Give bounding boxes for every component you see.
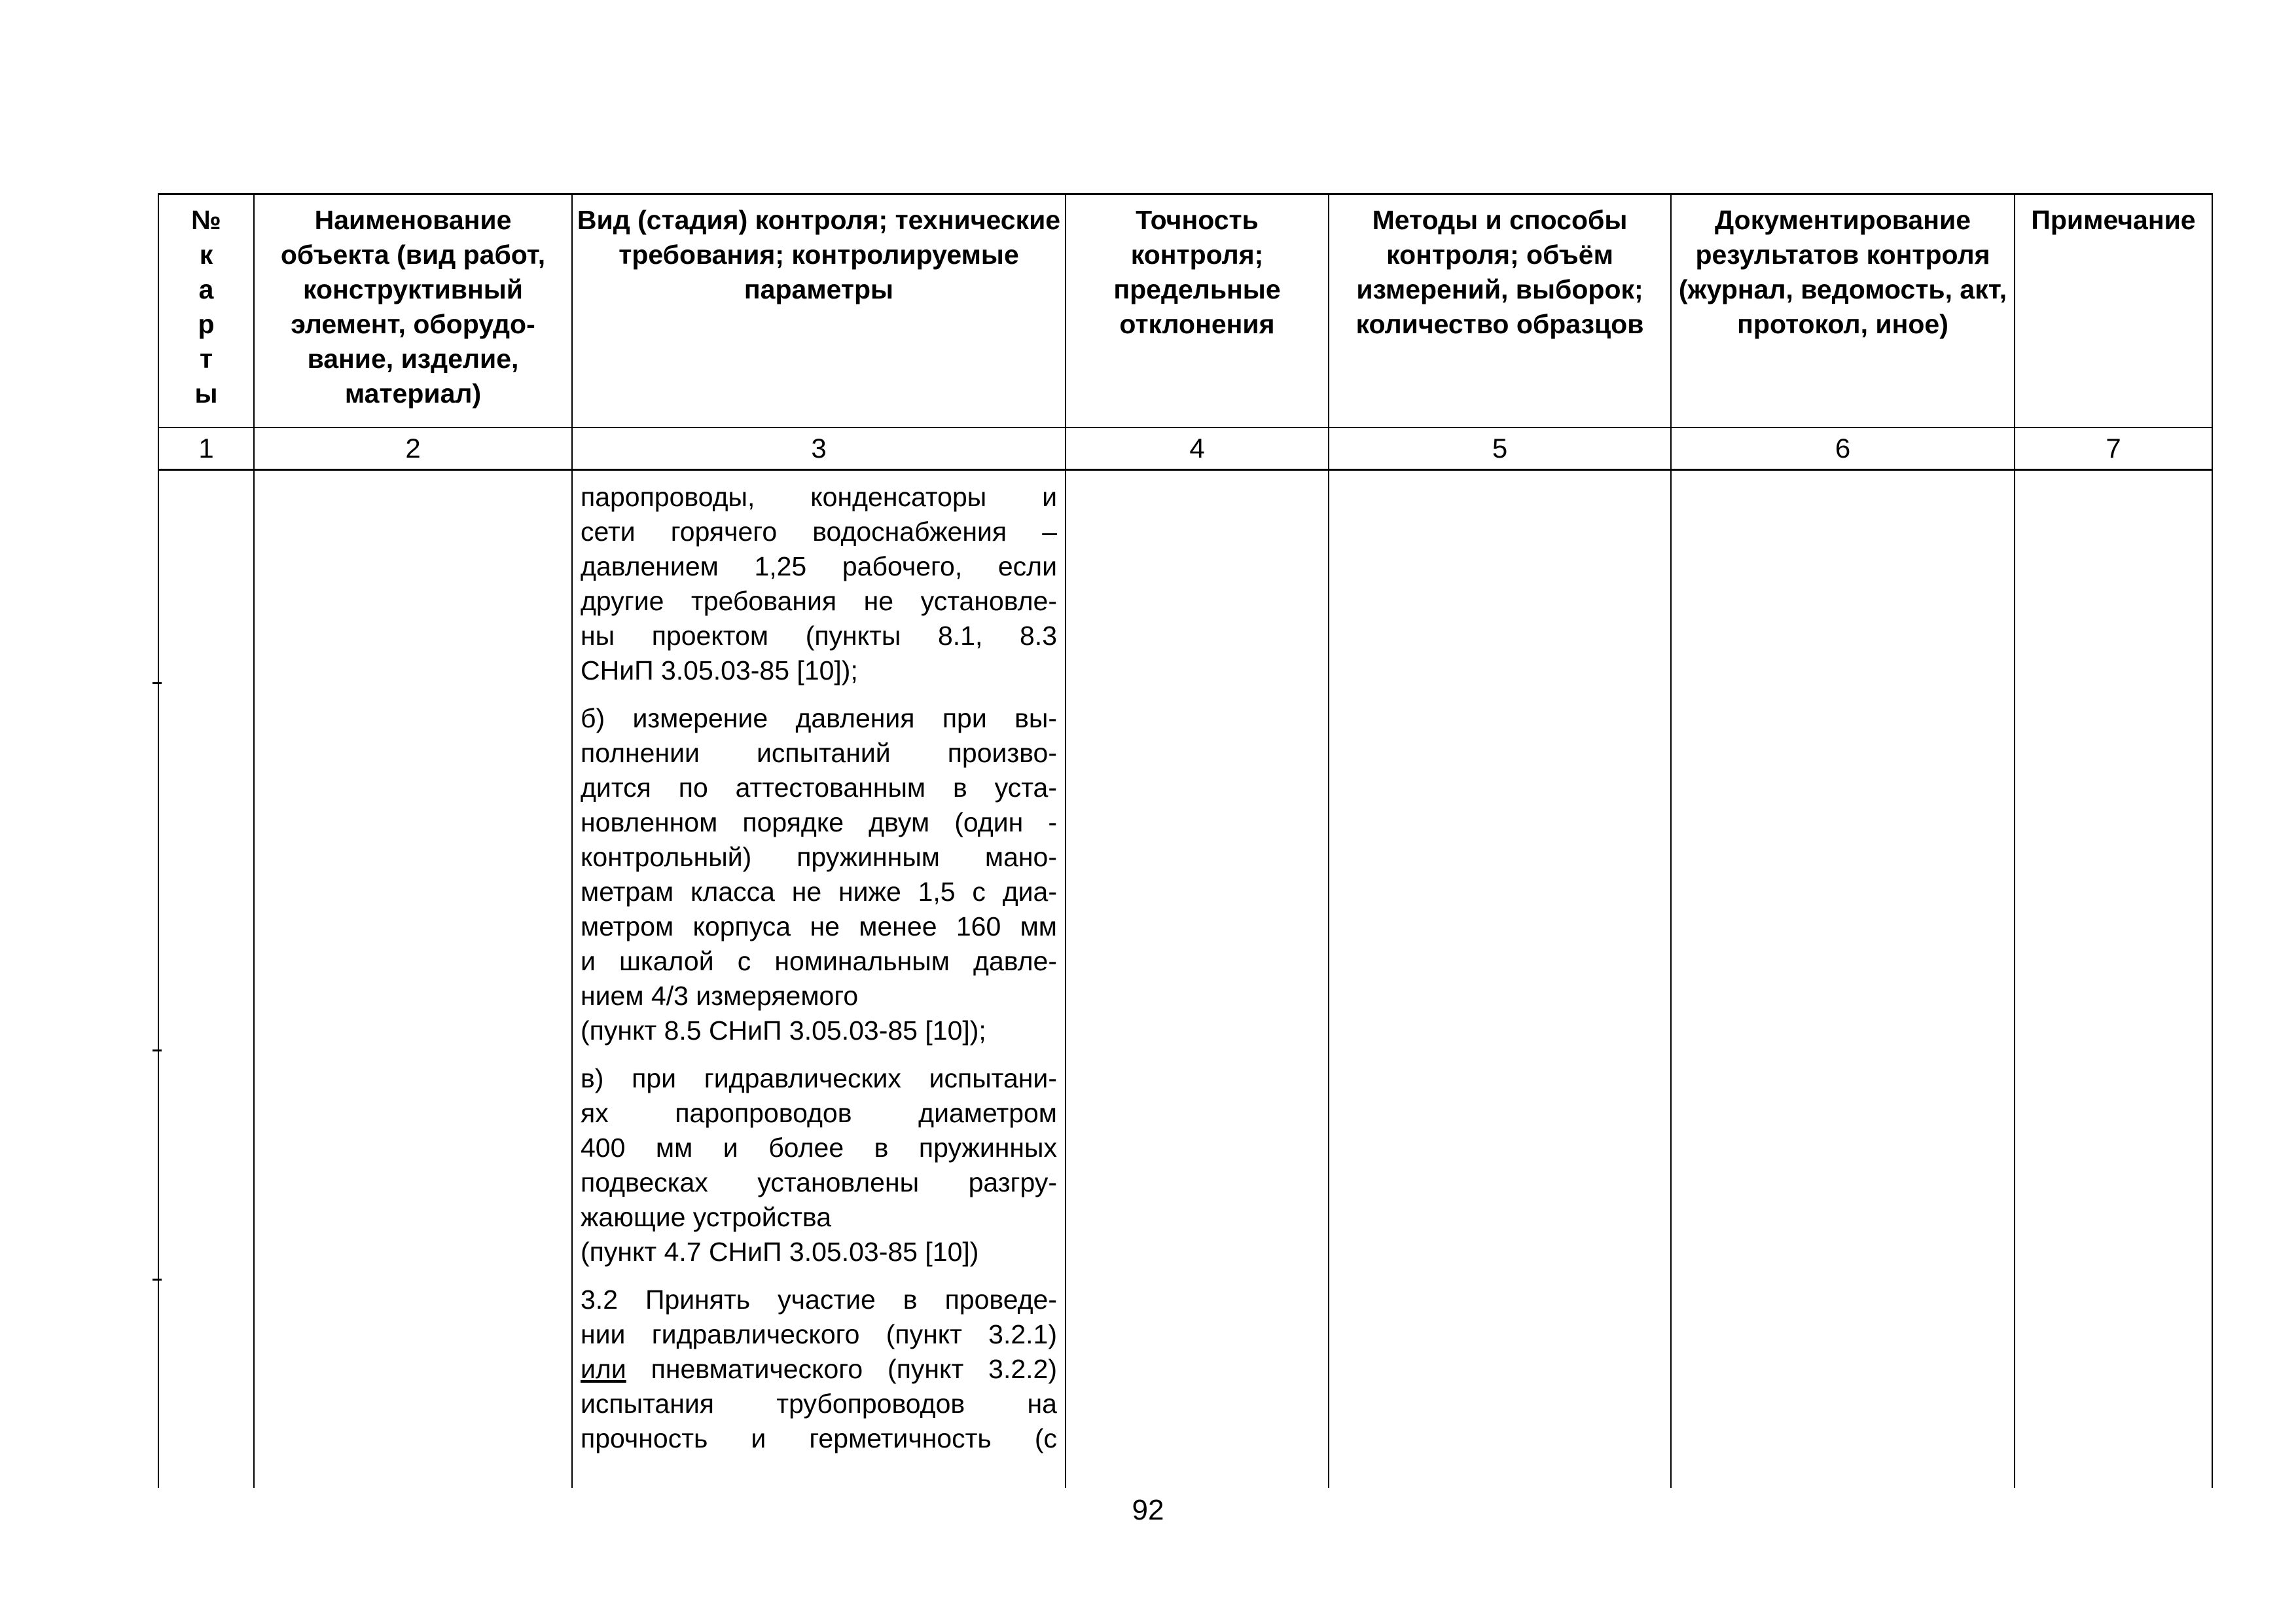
column-number: 6 bbox=[1671, 428, 2015, 470]
header-control: Вид (стадия) контроля; технические требования; контролируемые параметры bbox=[572, 194, 1066, 428]
header-documenting: Документирование результатов контроля (журнал, ведомость, акт, протокол, иное) bbox=[1671, 194, 2015, 428]
text-line: жающие устройства bbox=[581, 1202, 832, 1232]
text-line: метром корпуса не менее 160 мм bbox=[581, 911, 1057, 941]
text-line: прочность и герметичность (с bbox=[581, 1423, 1057, 1453]
column-number: 7 bbox=[2015, 428, 2212, 470]
cell-note bbox=[2015, 470, 2212, 1489]
header-card-number-char: ы bbox=[194, 378, 218, 409]
text-line: нием 4/3 измеряемого bbox=[581, 981, 859, 1011]
header-row bbox=[158, 194, 2212, 428]
paragraph-pressure-measurement bbox=[581, 701, 1057, 1048]
row-tick bbox=[152, 1279, 162, 1281]
text-line: давлением 1,25 рабочего, если bbox=[581, 551, 1057, 581]
text-fragment: пневматического (пункт 3.2.2) bbox=[626, 1354, 1057, 1384]
header-methods: Методы и способы контроля; объём измерений, выборок; количество образцов bbox=[1329, 194, 1671, 428]
underlined-word: или bbox=[581, 1354, 626, 1384]
cell-accuracy bbox=[1066, 470, 1329, 1489]
header-card-number-char: р bbox=[198, 309, 215, 339]
page-number: 92 bbox=[1132, 1494, 1164, 1526]
header-card-number bbox=[158, 194, 254, 428]
cell-documenting bbox=[1671, 470, 2015, 1489]
text-line: новленном порядке двум (один - bbox=[581, 807, 1057, 837]
text-line: ны проектом (пункты 8.1, 8.3 bbox=[581, 621, 1057, 651]
text-line: подвесках установлены разгру- bbox=[581, 1167, 1057, 1197]
header-note: Примечание bbox=[2015, 194, 2212, 428]
text-line: (пункт 8.5 СНиП 3.05.03-85 [10]); bbox=[581, 1015, 986, 1046]
content-row bbox=[158, 470, 2212, 1489]
text-line: метрам класса не ниже 1,5 с диа- bbox=[581, 877, 1057, 907]
text-line: в) при гидравлических испытани- bbox=[581, 1063, 1057, 1093]
text-line: б) измерение давления при вы- bbox=[581, 703, 1057, 733]
cell-methods bbox=[1329, 470, 1671, 1489]
text-line: 3.2 Принять участие в проведе- bbox=[581, 1285, 1057, 1315]
header-card-number-char: т bbox=[199, 344, 213, 374]
cell-card-number bbox=[158, 470, 254, 1489]
column-number: 3 bbox=[572, 428, 1066, 470]
column-number: 2 bbox=[254, 428, 572, 470]
text-line bbox=[581, 1352, 1057, 1387]
text-line: контрольный) пружинным мано- bbox=[581, 842, 1057, 872]
header-card-number-char: № bbox=[191, 205, 221, 235]
column-number-row bbox=[158, 428, 2212, 470]
text-line: (пункт 4.7 СНиП 3.05.03-85 [10]) bbox=[581, 1237, 979, 1267]
header-object: Наименование объекта (вид работ, конструктивный элемент, оборудо-вание, изделие, материал) bbox=[254, 194, 572, 428]
text-line: другие требования не установле- bbox=[581, 586, 1057, 616]
paragraph-test-pressure bbox=[581, 480, 1057, 688]
cell-object bbox=[254, 470, 572, 1489]
text-line: 400 мм и более в пружинных bbox=[581, 1133, 1057, 1163]
text-line: полнении испытаний произво- bbox=[581, 738, 1057, 768]
text-line: испытания трубопроводов на bbox=[581, 1389, 1057, 1419]
header-accuracy: Точность контроля; предельные отклонения bbox=[1066, 194, 1329, 428]
row-tick bbox=[152, 682, 162, 684]
paragraph-strength-test bbox=[581, 1283, 1057, 1456]
header-card-number-char: к bbox=[199, 240, 213, 270]
cell-control-requirements bbox=[572, 470, 1066, 1489]
text-line: нии гидравлического (пункт 3.2.1) bbox=[581, 1319, 1057, 1349]
text-line: сети горячего водоснабжения – bbox=[581, 517, 1057, 547]
column-number: 5 bbox=[1329, 428, 1671, 470]
header-card-number-char: а bbox=[198, 274, 214, 304]
text-line: и шкалой с номинальным давле- bbox=[581, 946, 1057, 976]
text-line: паропроводы, конденсаторы и bbox=[581, 482, 1057, 512]
paragraph-hydraulic-tests bbox=[581, 1061, 1057, 1269]
text-line: дится по аттестованным в уста- bbox=[581, 773, 1057, 803]
column-number: 4 bbox=[1066, 428, 1329, 470]
row-tick bbox=[152, 1049, 162, 1051]
column-number: 1 bbox=[158, 428, 254, 470]
text-line: СНиП 3.05.03-85 [10]); bbox=[581, 655, 858, 685]
control-table bbox=[158, 193, 2213, 1488]
text-line: ях паропроводов диаметром bbox=[581, 1098, 1057, 1128]
